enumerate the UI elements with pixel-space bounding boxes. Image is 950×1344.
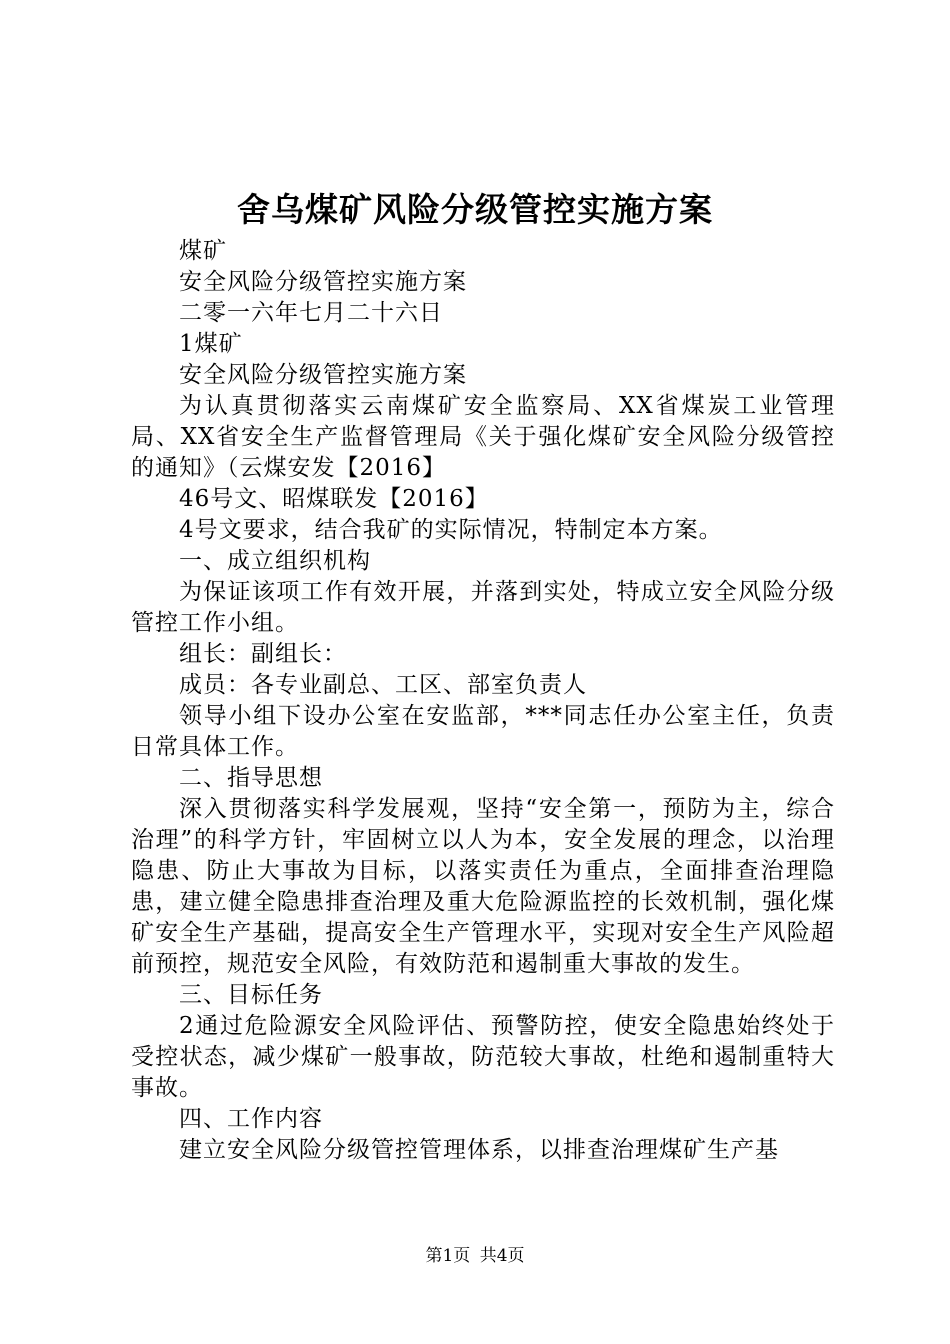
paragraph: 深入贯彻落实科学发展观，坚持“安全第一，预防为主，综合治理”的科学方针，牢固树立以人为本，安全发展的理念，以治理隐患、防止大事故为目标，以落实责任为重点，全面排查治理隐患，建立健全隐患排查治理及重大危险源监控的长效机制，强化煤矿安全生产基础，提高安全生产管理水平，实现对安全生产风险超前预控，规范安全风险，有效防范和遏制重大事故的发生。 [131, 796, 835, 977]
paragraph: 1煤矿 [179, 331, 243, 357]
paragraph: 4号文要求，结合我矿的实际情况，特制定本方案。 [179, 517, 723, 543]
section-heading: 二、指导思想 [179, 765, 323, 791]
paragraph: 安全风险分级管控实施方案 [179, 362, 467, 388]
paragraph: 46号文、昭煤联发【2016】 [179, 486, 489, 512]
paragraph: 安全风险分级管控实施方案 [179, 269, 467, 295]
paragraph: 为认真贯彻落实云南煤矿安全监察局、XX省煤炭工业管理局、XX省安全生产监督管理局《关于强化煤矿安全风险分级管控的通知》（云煤安发【2016】 [131, 393, 835, 481]
section-heading: 四、工作内容 [179, 1106, 323, 1132]
paragraph: 成员：各专业副总、工区、部室负责人 [179, 672, 587, 698]
section-heading: 一、成立组织机构 [179, 548, 371, 574]
document-body [131, 236, 835, 1166]
page-footer [0, 1244, 950, 1268]
document-title: 舍乌煤矿风险分级管控实施方案 [237, 190, 713, 229]
paragraph: 二零一六年七月二十六日 [179, 300, 443, 326]
paragraph: 煤矿 [179, 238, 227, 264]
page-number: 第1页 [425, 1246, 471, 1266]
paragraph: 2通过危险源安全风险评估、预警防控，使安全隐患始终处于受控状态，减少煤矿一般事故，防范较大事故，杜绝和遏制重特大事故。 [131, 1013, 835, 1101]
paragraph: 领导小组下设办公室在安监部，***同志任办公室主任，负责日常具体工作。 [131, 703, 835, 760]
paragraph: 组长：副组长： [179, 641, 347, 667]
section-heading: 三、目标任务 [179, 982, 323, 1008]
paragraph: 为保证该项工作有效开展，并落到实处，特成立安全风险分级管控工作小组。 [131, 579, 835, 636]
page-total: 共4页 [479, 1246, 525, 1266]
paragraph: 建立安全风险分级管控管理体系，以排查治理煤矿生产基 [179, 1137, 779, 1163]
